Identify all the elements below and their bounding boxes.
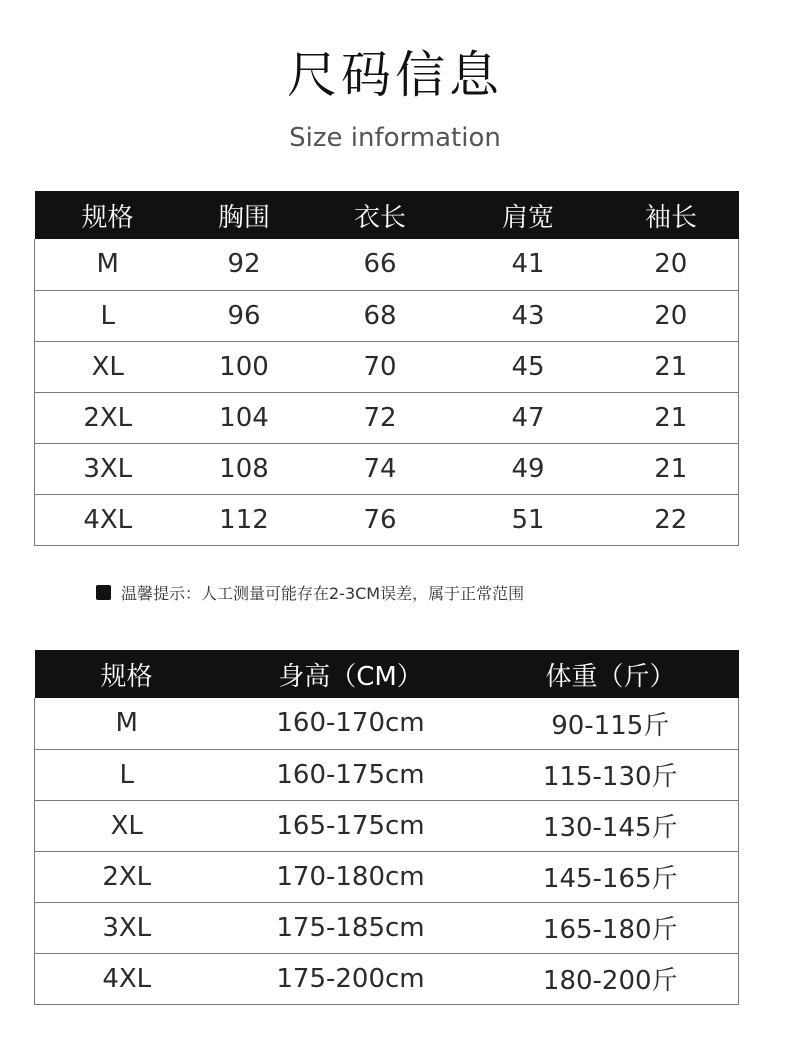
table-cell: 2XL	[35, 392, 181, 443]
table-cell: 175-185cm	[219, 902, 483, 953]
table-cell: 130-145斤	[483, 800, 739, 851]
table-cell: 175-200cm	[219, 953, 483, 1004]
table-row	[35, 851, 739, 902]
table-cell: XL	[35, 341, 181, 392]
table-cell: 45	[453, 341, 604, 392]
table-cell: XL	[35, 800, 219, 851]
table-cell: 112	[181, 494, 308, 545]
header-size: 规格	[35, 650, 219, 698]
table-cell: M	[35, 698, 219, 749]
table-cell: 49	[453, 443, 604, 494]
table-cell: 74	[308, 443, 453, 494]
table-row	[35, 290, 739, 341]
table-cell: L	[35, 290, 181, 341]
note-text: 温馨提示：人工测量可能存在2-3CM误差，属于正常范围	[121, 583, 525, 603]
table-row	[35, 443, 739, 494]
garment-size-table	[34, 191, 739, 546]
header-sleeve: 袖长	[604, 191, 739, 239]
table-cell: 92	[181, 239, 308, 290]
table-cell: M	[35, 239, 181, 290]
table-cell: 104	[181, 392, 308, 443]
table-row	[35, 494, 739, 545]
table-cell: 3XL	[35, 443, 181, 494]
table-row	[35, 749, 739, 800]
table-cell: 51	[453, 494, 604, 545]
table-cell: 3XL	[35, 902, 219, 953]
table-cell: 21	[604, 341, 739, 392]
table-cell: 145-165斤	[483, 851, 739, 902]
table-cell: 180-200斤	[483, 953, 739, 1004]
table-cell: 72	[308, 392, 453, 443]
header-chest: 胸围	[181, 191, 308, 239]
table-cell: 76	[308, 494, 453, 545]
header-length: 衣长	[308, 191, 453, 239]
page-subtitle: Size information	[289, 123, 501, 153]
table-cell: 100	[181, 341, 308, 392]
table-cell: 160-175cm	[219, 749, 483, 800]
table-cell: 68	[308, 290, 453, 341]
table-cell: 4XL	[35, 494, 181, 545]
table-cell: 96	[181, 290, 308, 341]
table-cell: L	[35, 749, 219, 800]
table-row	[35, 800, 739, 851]
table-cell: 160-170cm	[219, 698, 483, 749]
header-shoulder: 肩宽	[453, 191, 604, 239]
table-cell: 47	[453, 392, 604, 443]
table-cell: 43	[453, 290, 604, 341]
table-cell: 70	[308, 341, 453, 392]
page-title: 尺码信息	[287, 46, 503, 104]
table-cell: 115-130斤	[483, 749, 739, 800]
table-row	[35, 239, 739, 290]
table-cell: 165-180斤	[483, 902, 739, 953]
table-cell: 165-175cm	[219, 800, 483, 851]
table-cell: 20	[604, 239, 739, 290]
header-size: 规格	[35, 191, 181, 239]
table-cell: 66	[308, 239, 453, 290]
table-row	[35, 341, 739, 392]
table-cell: 21	[604, 443, 739, 494]
table-cell: 170-180cm	[219, 851, 483, 902]
table-cell: 4XL	[35, 953, 219, 1004]
table-row	[35, 953, 739, 1004]
header-weight: 体重（斤）	[483, 650, 739, 698]
table-cell: 2XL	[35, 851, 219, 902]
table-header-row	[35, 191, 739, 239]
table-row	[35, 902, 739, 953]
table-row	[35, 698, 739, 749]
table-cell: 22	[604, 494, 739, 545]
table-cell: 21	[604, 392, 739, 443]
measurement-note	[96, 580, 524, 604]
table-row	[35, 392, 739, 443]
table-cell: 108	[181, 443, 308, 494]
table-cell: 20	[604, 290, 739, 341]
table-cell: 41	[453, 239, 604, 290]
square-bullet-icon	[96, 585, 111, 600]
header-height: 身高（CM）	[219, 650, 483, 698]
table-header-row	[35, 650, 739, 698]
height-weight-table	[34, 650, 739, 1005]
table-cell: 90-115斤	[483, 698, 739, 749]
